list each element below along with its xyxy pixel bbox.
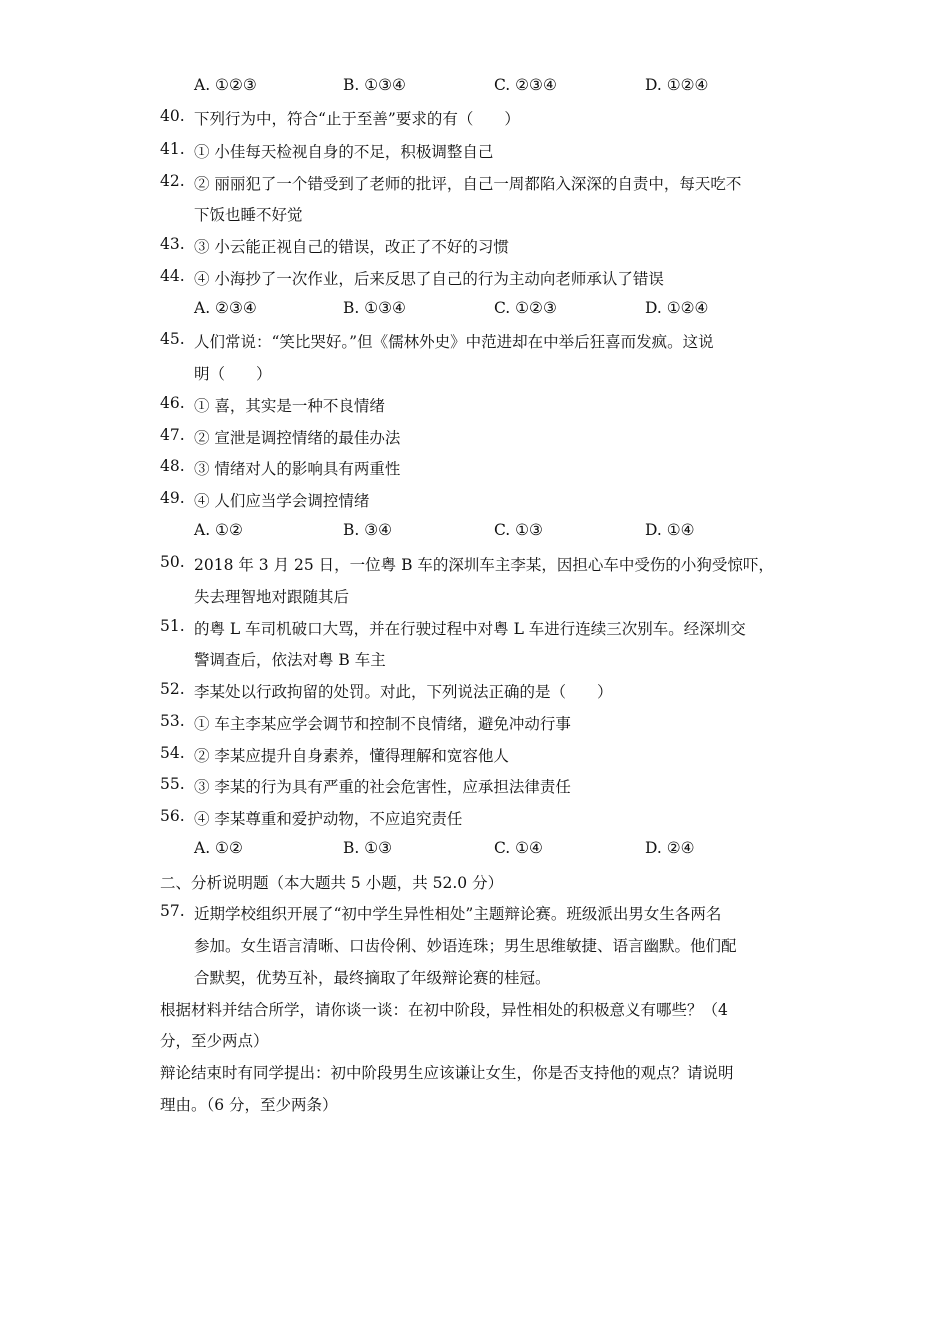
option-b: B. ③④	[343, 521, 393, 539]
option-c: C. ②③④	[494, 76, 557, 94]
question-text: ③ 小云能正视自己的错误，改正了不好的习惯	[194, 238, 509, 256]
question-50-continuation: 失去理智地对跟随其后	[194, 588, 350, 606]
question-number: 41.	[160, 140, 185, 158]
question-57-line-2: 参加。女生语言清晰、口齿伶俐、妙语连珠；男生思维敏捷、语言幽默。他们配	[194, 937, 737, 955]
question-text: ③ 李某的行为具有严重的社会危害性，应承担法律责任	[194, 778, 571, 796]
question-text: 的粤 L 车司机破口大骂，并在行驶过程中对粤 L 车进行连续三次别车。经深圳交	[194, 620, 746, 638]
question-42-continuation: 下饭也睡不好觉	[194, 206, 303, 224]
question-text: ② 宣泄是调控情绪的最佳办法	[194, 429, 401, 447]
option-a: A. ①②	[194, 521, 243, 539]
question-number: 51.	[160, 617, 185, 635]
option-c: C. ①②③	[494, 299, 557, 317]
option-d: D. ①②④	[645, 76, 709, 94]
question-text: ④ 小海抄了一次作业，后来反思了自己的行为主动向老师承认了错误	[194, 270, 664, 288]
question-number: 43.	[160, 235, 185, 253]
sub-question-2-continuation: 理由。（6 分，至少两条）	[160, 1096, 338, 1114]
question-number: 52.	[160, 680, 185, 698]
option-d: D. ①②④	[645, 299, 709, 317]
question-number: 49.	[160, 489, 185, 507]
question-text: ② 丽丽犯了一个错受到了老师的批评，自己一周都陷入深深的自责中，每天吃不	[194, 175, 742, 193]
question-text: 人们常说：“笑比哭好。”但《儒林外史》中范进却在中举后狂喜而发疯。这说	[194, 333, 714, 351]
question-number: 56.	[160, 807, 185, 825]
question-number: 47.	[160, 426, 185, 444]
option-c: C. ①③	[494, 521, 543, 539]
question-text: 2018 年 3 月 25 日，一位粤 B 车的深圳车主李某，因担心车中受伤的小狗受惊吓，	[194, 556, 774, 574]
question-number: 46.	[160, 394, 185, 412]
question-text: 近期学校组织开展了“初中学生异性相处”主题辩论赛。班级派出男女生各两名	[194, 905, 722, 923]
sub-question-2: 辩论结束时有同学提出：初中阶段男生应该谦让女生，你是否支持他的观点？请说明	[160, 1064, 734, 1082]
question-number: 54.	[160, 744, 185, 762]
question-51-continuation: 警调查后，依法对粤 B 车主	[194, 651, 386, 669]
question-text: ① 喜，其实是一种不良情绪	[194, 397, 385, 415]
question-text: ① 小佳每天检视自身的不足，积极调整自己	[194, 143, 494, 161]
question-45-continuation: 明（ ）	[194, 365, 272, 383]
section-heading: 二、分析说明题（本大题共 5 小题，共 52.0 分）	[160, 874, 504, 892]
question-text: ② 李某应提升自身素养，懂得理解和宽容他人	[194, 747, 509, 765]
option-b: B. ①③	[343, 839, 393, 857]
question-number: 42.	[160, 172, 185, 190]
question-text: ④ 李某尊重和爱护动物，不应追究责任	[194, 810, 463, 828]
question-number: 55.	[160, 775, 185, 793]
option-b: B. ①③④	[343, 76, 406, 94]
question-text: ① 车主李某应学会调节和控制不良情绪，避免冲动行事	[194, 715, 571, 733]
question-text: 李某处以行政拘留的处罚。对此，下列说法正确的是（ ）	[194, 683, 613, 701]
option-b: B. ①③④	[343, 299, 406, 317]
option-c: C. ①④	[494, 839, 543, 857]
question-number: 45.	[160, 330, 185, 348]
option-a: A. ①②	[194, 839, 243, 857]
option-a: A. ①②③	[194, 76, 257, 94]
option-a: A. ②③④	[194, 299, 257, 317]
question-number: 44.	[160, 267, 185, 285]
sub-question-1-continuation: 分，至少两点）	[160, 1032, 269, 1050]
question-number: 53.	[160, 712, 185, 730]
question-text: 下列行为中，符合“止于至善”要求的有（ ）	[194, 110, 520, 128]
question-number: 40.	[160, 107, 185, 125]
sub-question-1: 根据材料并结合所学，请你谈一谈：在初中阶段，异性相处的积极意义有哪些？（4	[160, 1001, 728, 1019]
question-number: 50.	[160, 553, 185, 571]
option-d: D. ②④	[645, 839, 695, 857]
question-text: ③ 情绪对人的影响具有两重性	[194, 460, 401, 478]
question-number: 48.	[160, 457, 185, 475]
question-number: 57.	[160, 902, 185, 920]
option-d: D. ①④	[645, 521, 695, 539]
question-text: ④ 人们应当学会调控情绪	[194, 492, 370, 510]
question-57-line-3: 合默契，优势互补，最终摘取了年级辩论赛的桂冠。	[194, 969, 551, 987]
